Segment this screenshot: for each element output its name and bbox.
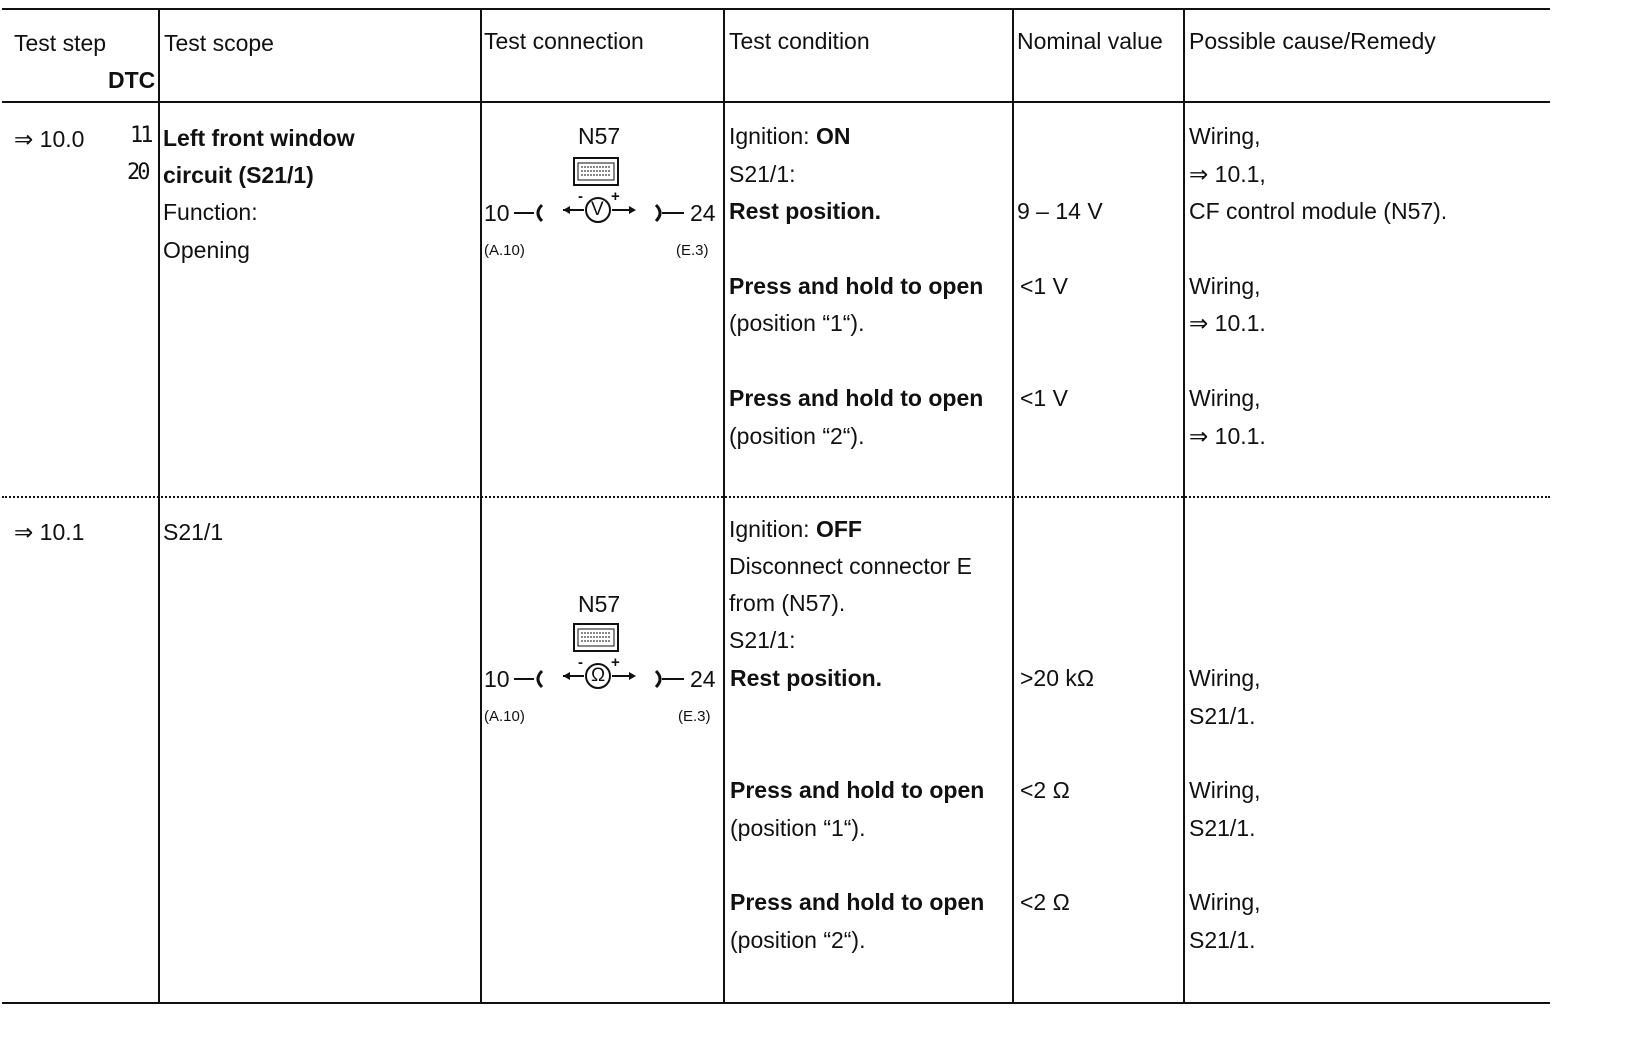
control-module-icon — [572, 156, 622, 188]
table-bottom-border — [2, 1002, 1550, 1004]
connection-module-n57: N57 — [578, 123, 621, 149]
condition-from-n57: from (N57). — [729, 590, 846, 616]
nominal-9-14v: 9 – 14 V — [1017, 198, 1103, 224]
header-test-scope: Test scope — [164, 30, 274, 56]
condition-position-2: (position “2“). — [730, 927, 866, 953]
ohmmeter-symbol: Ω — [591, 665, 606, 686]
col-divider-connection — [480, 8, 482, 1004]
condition-disconnect: Disconnect connector E — [729, 553, 972, 579]
connection-left-plug-icon — [512, 666, 546, 692]
scope-function-label: Function: — [163, 199, 258, 225]
connection-left-plug-icon — [512, 200, 546, 226]
nominal-lt-1v-b: <1 V — [1020, 385, 1068, 411]
cause-step-ref: ⇒ 10.1, — [1189, 161, 1266, 187]
condition-position-2: (position “2“). — [729, 423, 865, 449]
scope-function-value: Opening — [163, 237, 250, 263]
condition-press-hold-1: Press and hold to open — [730, 777, 985, 803]
cause-switch: S21/1. — [1189, 815, 1256, 841]
connection-left-ref: (A.10) — [484, 242, 525, 259]
cause-step-ref: ⇒ 10.1. — [1189, 423, 1266, 449]
header-test-step: Test step — [14, 30, 107, 56]
condition-switch-label: S21/1: — [729, 161, 796, 187]
connection-module-n57: N57 — [578, 591, 621, 617]
condition-rest-position: Rest position. — [730, 665, 883, 691]
table-top-border — [2, 8, 1550, 10]
connection-right-pin: 24 — [690, 666, 716, 692]
connection-right-pin: 24 — [690, 200, 716, 226]
condition-position-1: (position “1“). — [729, 310, 865, 336]
connection-right-plug-icon — [652, 666, 686, 692]
connection-right-plug-icon — [652, 200, 686, 226]
connection-left-pin: 10 — [484, 200, 510, 226]
col-divider-cause — [1183, 8, 1185, 1004]
condition-ignition-on: Ignition: ON — [729, 123, 851, 149]
header-nominal-value: Nominal value — [1017, 28, 1163, 54]
voltmeter-symbol: V — [591, 199, 604, 220]
col-divider-scope — [158, 8, 160, 1004]
dtc-code-11: 11 — [130, 123, 151, 148]
header-dtc: DTC — [108, 67, 156, 93]
nominal-gt-20kohm: >20 kΩ — [1020, 665, 1095, 691]
nominal-lt-2ohm-a: <2 Ω — [1020, 777, 1070, 803]
scope-title-line1: Left front window — [163, 125, 355, 151]
step-10-1: ⇒ 10.1 — [14, 519, 85, 545]
header-possible-cause: Possible cause/Remedy — [1189, 28, 1436, 54]
cause-wiring: Wiring, — [1189, 889, 1261, 915]
nominal-lt-2ohm-b: <2 Ω — [1020, 889, 1070, 915]
meter-plus: + — [611, 654, 620, 671]
nominal-lt-1v-a: <1 V — [1020, 273, 1068, 299]
condition-press-hold-2: Press and hold to open — [730, 889, 985, 915]
col-divider-condition — [723, 8, 725, 1004]
condition-position-1: (position “1“). — [730, 815, 866, 841]
connection-right-ref: (E.3) — [678, 708, 711, 725]
meter-minus: - — [578, 188, 583, 205]
cause-control-module: CF control module (N57). — [1189, 198, 1448, 224]
header-test-condition: Test condition — [729, 28, 870, 54]
dtc-code-20: 20 — [127, 160, 148, 185]
meter-plus: + — [611, 188, 620, 205]
condition-switch-label: S21/1: — [729, 627, 796, 653]
connection-left-pin: 10 — [484, 666, 510, 692]
header-bottom-border — [2, 101, 1550, 103]
cause-wiring: Wiring, — [1189, 665, 1261, 691]
condition-ignition-off: Ignition: OFF — [729, 516, 862, 542]
row-separator — [2, 496, 1550, 498]
cause-step-ref: ⇒ 10.1. — [1189, 310, 1266, 336]
condition-press-hold-1: Press and hold to open — [729, 273, 984, 299]
condition-press-hold-2: Press and hold to open — [729, 385, 984, 411]
cause-wiring: Wiring, — [1189, 777, 1261, 803]
cause-switch: S21/1. — [1189, 703, 1256, 729]
scope-title-line2: circuit (S21/1) — [163, 162, 314, 188]
meter-minus: - — [578, 654, 583, 671]
condition-rest-position: Rest position. — [729, 198, 882, 224]
scope-s21-1: S21/1 — [163, 519, 224, 545]
cause-wiring: Wiring, — [1189, 273, 1261, 299]
control-module-icon — [572, 622, 622, 654]
connection-right-ref: (E.3) — [676, 242, 709, 259]
cause-switch: S21/1. — [1189, 927, 1256, 953]
cause-wiring: Wiring, — [1189, 123, 1261, 149]
cause-wiring: Wiring, — [1189, 385, 1261, 411]
connection-left-ref: (A.10) — [484, 708, 525, 725]
col-divider-nominal — [1012, 8, 1014, 1004]
header-test-connection: Test connection — [484, 28, 644, 54]
step-10-0: ⇒ 10.0 — [14, 126, 85, 152]
